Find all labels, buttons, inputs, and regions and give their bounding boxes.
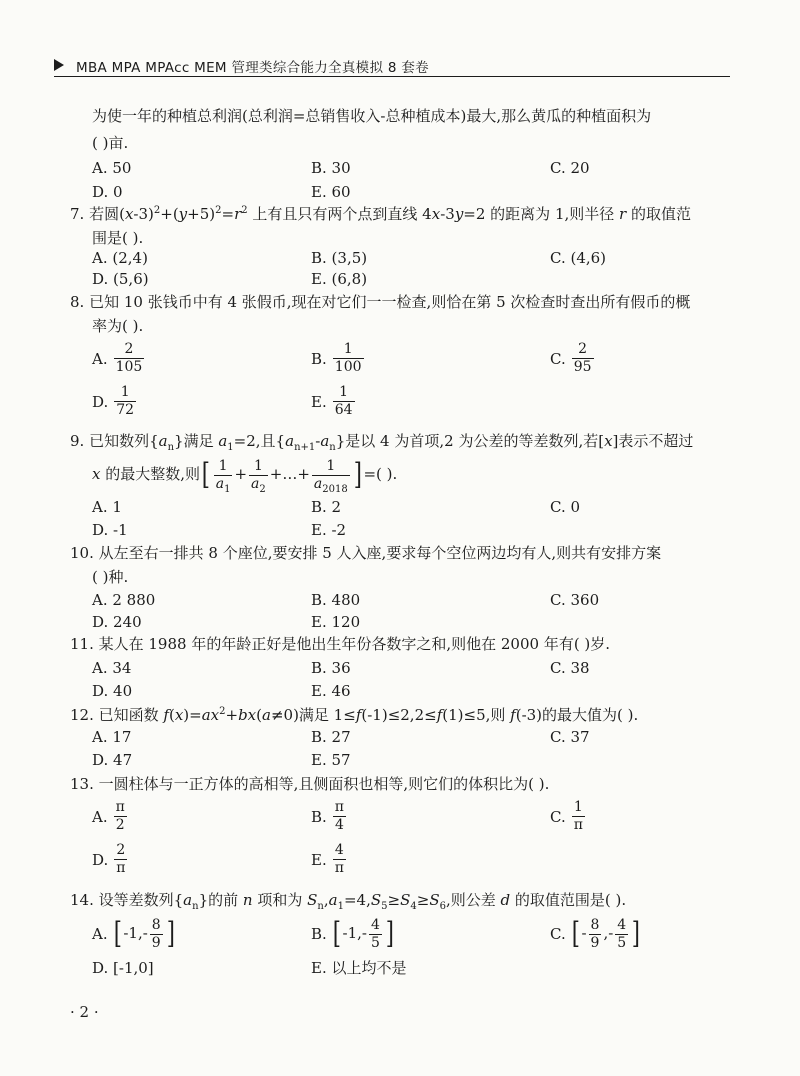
q13-option-a <box>92 799 129 834</box>
q7-option-a: A. (2,4) <box>92 249 148 267</box>
q12-option-d: D. 47 <box>92 751 133 769</box>
q8-option-e <box>311 384 357 419</box>
q9-option-a: A. 1 <box>92 498 122 516</box>
q11-option-d: D. 40 <box>92 682 133 700</box>
q13-option-d <box>92 842 129 877</box>
q9-option-b: B. 2 <box>311 498 342 516</box>
q6-option-b: B. 30 <box>311 159 351 177</box>
q9-option-c: C. 0 <box>550 498 581 516</box>
fraction-denominator: 95 <box>573 359 592 375</box>
fraction-denominator: π <box>573 817 583 833</box>
q10-option-e: E. 120 <box>311 613 361 631</box>
fraction-denominator: 2 <box>114 816 127 834</box>
fraction-numerator: π <box>115 799 125 815</box>
option-label: D. <box>92 850 109 869</box>
q14-option-e: E. 以上均不是 <box>311 959 407 977</box>
q11-option-a: A. 34 <box>92 659 132 677</box>
option-label: D. <box>92 392 109 411</box>
option-label: E. <box>311 392 327 411</box>
q8-line1: 8. 已知 10 张钱币中有 4 张假币,现在对它们一一检查,则恰在第 5 次检查时查出所有假币的概 <box>70 293 691 311</box>
q13-option-c <box>550 799 587 834</box>
page-number: · 2 · <box>70 1003 99 1021</box>
q6-option-c: C. 20 <box>550 159 590 177</box>
fraction-numerator: 1 <box>339 384 349 400</box>
option-label: E. <box>311 850 327 869</box>
fraction-numerator: 1 <box>120 384 130 400</box>
triangle-marker-icon <box>54 59 64 71</box>
option-label: B. <box>311 349 327 368</box>
q14-option-a: A. [ -1,- $\frac{8}{9}$ ] <box>92 916 175 951</box>
option-label: A. <box>92 349 108 368</box>
fraction-numerator: π <box>334 799 344 815</box>
left-bracket: [ <box>201 457 210 492</box>
q10-option-c: C. 360 <box>550 591 600 609</box>
q14-option-d: D. [-1,0] <box>92 959 154 977</box>
q10-option-a: A. 2 880 <box>92 591 156 609</box>
q14-option-b: B. [ -1,- $\frac{4}{5}$ ] <box>311 916 394 951</box>
option-label: C. <box>550 349 566 368</box>
q10-option-b: B. 480 <box>311 591 361 609</box>
fraction-numerator: 1 <box>343 341 353 357</box>
q6-option-d: D. 0 <box>92 183 123 201</box>
q10-option-d: D. 240 <box>92 613 142 631</box>
q12-option-e: E. 57 <box>311 751 351 769</box>
q12-option-b: B. 27 <box>311 728 351 746</box>
option-label: C. <box>550 807 566 826</box>
q11-option-c: C. 38 <box>550 659 590 677</box>
fraction-denominator: 72 <box>116 402 135 418</box>
right-bracket: ] <box>353 457 362 492</box>
fraction-numerator: 2 <box>124 341 134 357</box>
option-label: B. <box>311 807 327 826</box>
fraction-denominator: π <box>116 860 126 876</box>
q7-line1: 7. 若圆$(x-3)^2+(y+5)^2=r^2$ 上有且只有两个点到直线 4x-3y=2 的距离为 1,则半径 r 的取值范 <box>70 205 691 223</box>
q12-line1: 12. 已知函数 $f(x)=ax^2+bx(a\ne 0)$满足 1≤f(-1)≤2,2≤f(1)≤5,则 f(-3)的最大值为( ). <box>70 706 639 724</box>
fraction-denominator: 100 <box>334 359 362 375</box>
q14-option-c: C. [ - $\frac{8}{9}$ ,- $\frac{4}{5}$ ] <box>550 916 641 951</box>
fraction-numerator: 2 <box>578 341 588 357</box>
q8-option-c <box>550 341 596 376</box>
fraction-numerator: 4 <box>334 842 344 858</box>
q8-option-a <box>92 341 146 376</box>
fraction-denominator: π <box>334 860 344 876</box>
option-label: A. <box>92 807 108 826</box>
fraction-denominator: 105 <box>115 359 143 375</box>
q8-option-d <box>92 384 138 419</box>
q14-line1: 14. 设等差数列$\{a_n\}$的前 n 项和为 $S_n,a_1=4,S_5\ge S_4\ge S_6$,则公差 d 的取值范围是( ). <box>70 891 627 912</box>
q10-line1: 10. 从左至右一排共 8 个座位,要安排 5 人入座,要求每个空位两边均有人,则共有安排方案 <box>70 544 662 562</box>
q8-line2: 率为( ). <box>92 317 144 335</box>
q6-option-e: E. 60 <box>311 183 351 201</box>
fraction-numerator: 1 <box>573 799 583 815</box>
header-title: MBA MPA MPAcc MEM 管理类综合能力全真模拟 8 套卷 <box>76 60 429 76</box>
q12-option-c: C. 37 <box>550 728 590 746</box>
q13-line1: 13. 一圆柱体与一正方体的高相等,且侧面积也相等,则它们的体积比为( ). <box>70 775 550 793</box>
q13-option-b <box>311 799 348 834</box>
q6-line2: ( )亩. <box>92 134 129 152</box>
q9-option-e: E. -2 <box>311 521 347 539</box>
q7-line2: 围是( ). <box>92 229 144 247</box>
q9-option-d: D. -1 <box>92 521 128 539</box>
q7-option-e: E. (6,8) <box>311 270 368 288</box>
q11-line1: 11. 某人在 1988 年的年龄正好是他出生年份各数字之和,则他在 2000 年有( )岁. <box>70 635 611 653</box>
q6-line1: 为使一年的种植总利润(总利润=总销售收入-总种植成本)最大,那么黄瓜的种植面积为 <box>92 107 652 125</box>
fraction-denominator: 4 <box>333 816 346 834</box>
q8-option-b <box>311 341 366 376</box>
page-header <box>54 56 730 78</box>
q11-option-b: B. 36 <box>311 659 351 677</box>
q11-option-e: E. 46 <box>311 682 351 700</box>
q12-option-a: A. 17 <box>92 728 132 746</box>
q7-option-c: C. (4,6) <box>550 249 607 267</box>
q7-option-b: B. (3,5) <box>311 249 368 267</box>
q7-option-d: D. (5,6) <box>92 270 149 288</box>
q9-line2: x 的最大整数,则[ $\frac{1}{a_1}$ + $\frac{1}{a_2}$ +…+ $\frac{1}{a_{2018}}$ ] =( ). <box>92 452 397 496</box>
q13-option-e <box>311 842 348 877</box>
header-rule <box>54 76 730 77</box>
q10-line2: ( )种. <box>92 568 129 586</box>
fraction-denominator: 64 <box>334 402 353 418</box>
q6-option-a: A. 50 <box>92 159 132 177</box>
q9-line1: 9. 已知数列$\{a_n\}$满足 $a_1=2$,且$\{a_{n+1}-a_n\}$是以 4 为首项,2 为公差的等差数列,若[x]表示不超过 <box>70 432 694 453</box>
fraction-numerator: 2 <box>116 842 126 858</box>
